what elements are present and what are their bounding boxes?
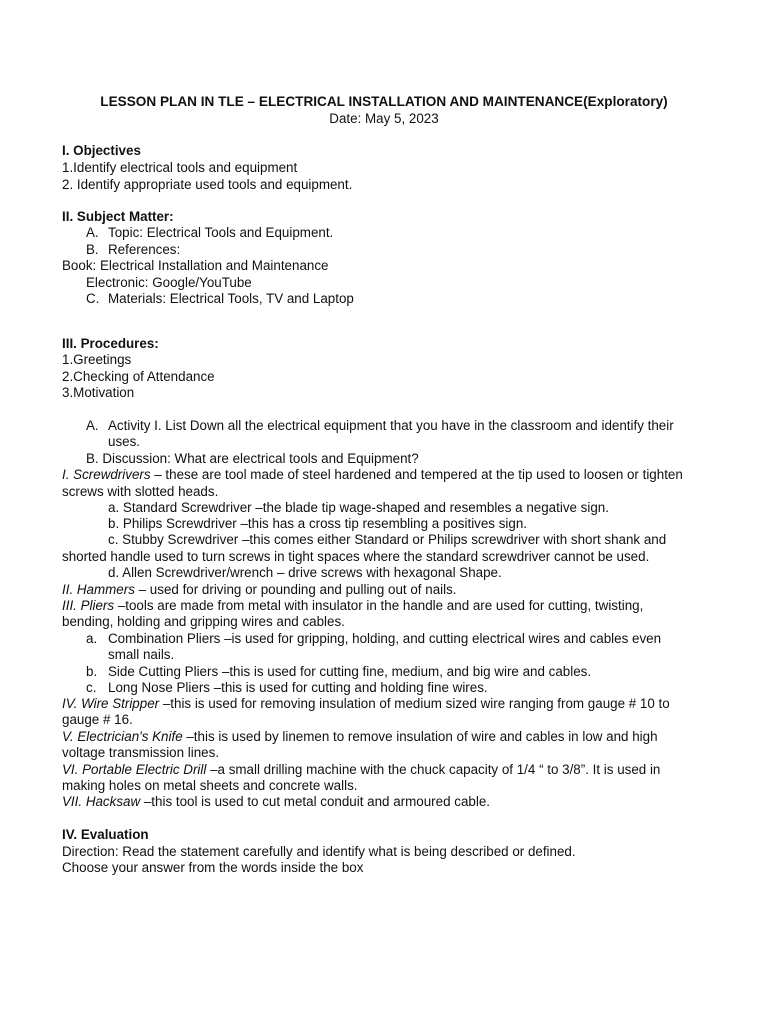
- document-title: LESSON PLAN IN TLE – ELECTRICAL INSTALLATION AND MAINTENANCE(Exploratory): [100, 94, 668, 109]
- procedure-step: 2.Checking of Attendance: [62, 369, 215, 384]
- tool-description: –this is used for removing insulation of medium sized wire ranging from gauge # 10 to: [159, 696, 670, 711]
- discussion-text: B. Discussion: What are electrical tools and Equipment?: [86, 451, 419, 466]
- procedure-step: 1.Greetings: [62, 352, 132, 367]
- tool-name: VII. Hacksaw: [62, 794, 141, 809]
- tool-description: screws with slotted heads.: [62, 484, 219, 499]
- procedure-step: 3.Motivation: [62, 385, 135, 400]
- screwdriver-type: c. Stubby Screwdriver –this comes either Standard or Philips screwdriver with short shank and: [108, 532, 667, 547]
- list-marker: A.: [86, 418, 99, 433]
- evaluation-heading: IV. Evaluation: [62, 827, 149, 842]
- tool-entry-drill: [62, 762, 660, 778]
- tool-description: –tools are made from metal with insulator in the handle and are used for cutting, twisting,: [114, 598, 644, 613]
- tool-description: –this tool is used to cut metal conduit and armoured cable.: [140, 794, 490, 809]
- screwdriver-type: b. Philips Screwdriver –this has a cross tip resembling a positives sign.: [108, 516, 528, 531]
- tool-description: – used for driving or pounding and pulling out of nails.: [134, 582, 457, 597]
- list-marker: A.: [86, 225, 99, 240]
- pliers-type: Side Cutting Pliers –this is used for cutting fine, medium, and big wire and cables.: [108, 664, 592, 679]
- list-marker: C.: [86, 291, 100, 306]
- screwdriver-type: shorted handle used to turn screws in tight spaces where the standard screwdriver cannot be used.: [62, 549, 650, 564]
- list-marker: b.: [86, 664, 98, 679]
- evaluation-direction: Direction: Read the statement carefully and identify what is being described or defined.: [62, 844, 576, 859]
- list-marker: c.: [86, 680, 97, 695]
- objective-item: 2. Identify appropriate used tools and equipment.: [62, 177, 353, 192]
- tool-description: –this is used by linemen to remove insulation of wire and cables in low and high: [182, 729, 658, 744]
- reference-electronic: Electronic: Google/YouTube: [86, 275, 252, 290]
- tool-entry-hammers: [62, 582, 457, 598]
- tool-description: – these are tool made of steel hardened and tempered at the tip used to loosen or tighten: [150, 467, 683, 482]
- pliers-type: Long Nose Pliers –this is used for cutting and holding fine wires.: [108, 680, 488, 695]
- tool-description: gauge # 16.: [62, 712, 133, 727]
- reference-book: Book: Electrical Installation and Maintenance: [62, 258, 329, 273]
- objective-item: 1.Identify electrical tools and equipment: [62, 160, 298, 175]
- tool-description: voltage transmission lines.: [62, 745, 220, 760]
- tool-entry-knife: [62, 729, 658, 745]
- pliers-type: small nails.: [108, 647, 175, 662]
- list-marker: B.: [86, 242, 99, 257]
- screwdriver-type: d. Allen Screwdriver/wrench – drive screws with hexagonal Shape.: [108, 565, 502, 580]
- screwdriver-type: a. Standard Screwdriver –the blade tip wage-shaped and resembles a negative sign.: [108, 500, 609, 515]
- tool-description: bending, holding and gripping wires and cables.: [62, 614, 345, 629]
- tool-name: V. Electrician's Knife: [62, 729, 183, 744]
- tool-description: making holes on metal sheets and concrete walls.: [62, 778, 358, 793]
- tool-name: VI. Portable Electric Drill: [62, 762, 207, 777]
- subject-topic: Topic: Electrical Tools and Equipment.: [108, 225, 334, 240]
- list-marker: a.: [86, 631, 98, 646]
- activity-text: uses.: [108, 434, 141, 449]
- tool-entry-wire-stripper: [62, 696, 670, 712]
- tool-description: –a small drilling machine with the chuck capacity of 1/4 “ to 3/8”. It is used in: [206, 762, 661, 777]
- procedures-heading: III. Procedures:: [62, 336, 159, 351]
- subject-materials: Materials: Electrical Tools, TV and Laptop: [108, 291, 354, 306]
- document-date: Date: May 5, 2023: [329, 111, 439, 126]
- subject-references: References:: [108, 242, 181, 257]
- evaluation-direction: Choose your answer from the words inside the box: [62, 860, 364, 875]
- tool-name: I. Screwdrivers: [62, 467, 151, 482]
- activity-text: Activity I. List Down all the electrical equipment that you have in the classroom and identify their: [108, 418, 674, 433]
- tool-entry-pliers: [62, 598, 643, 614]
- tool-name: IV. Wire Stripper: [62, 696, 160, 711]
- tool-entry-screwdrivers: [62, 467, 683, 483]
- objectives-heading: I. Objectives: [62, 143, 141, 158]
- subject-matter-heading: II. Subject Matter:: [62, 209, 174, 224]
- tool-name: II. Hammers: [62, 582, 135, 597]
- tool-name: III. Pliers: [62, 598, 115, 613]
- tool-entry-hacksaw: [62, 794, 490, 810]
- pliers-type: Combination Pliers –is used for gripping, holding, and cutting electrical wires and cables even: [108, 631, 662, 646]
